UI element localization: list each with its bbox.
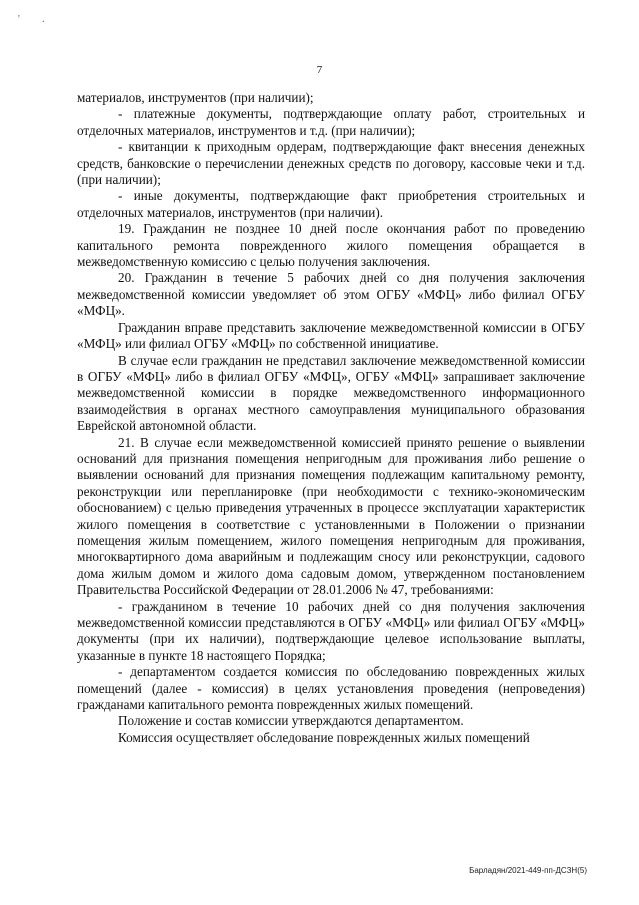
paragraph: Комиссия осуществляет обследование поврежденных жилых помещений	[118, 729, 530, 745]
paragraph: - квитанции к приходным ордерам, подтверждающие факт внесения денежных средств, банковские о перечислении денежных средств по договору, кассовые чеки и т.д. (при наличии);	[77, 139, 585, 188]
paragraph: В случае если гражданин не представил заключение межведомственной комиссии в ОГБУ «МФЦ» либо в филиал ОГБУ «МФЦ», ОГБУ «МФЦ» запрашивает заключение межведомственной комиссии в порядке межведомственного информационного взаимодействия в органах местного самоуправления муниципального образования Еврейской автономной области.	[77, 352, 585, 434]
paragraph: 21. В случае если межведомственной комиссией принято решение о выявлении оснований для признания помещения непригодным для проживания либо решение о выявлении оснований для признания помещения подлежащим капитальному ремонту, реконструкции или перепланировке (при необходимости с технико-экономическим обоснованием) с целью приведения утраченных в процессе эксплуатации характеристик жилого помещения в соответствие с установленными в Положении о признании помещения жилым помещением, жилого помещения непригодным для проживания, многоквартирного дома аварийным и подлежащим сносу или реконструкции, садового дома жилым домом и жилого дома садовым домом, утвержденном постановлением Правительства Российской Федерации от 28.01.2006 № 47, требованиями:	[77, 434, 585, 598]
paragraph: Гражданин вправе представить заключение межведомственной комиссии в ОГБУ «МФЦ» или филиал ОГБУ «МФЦ» по собственной инициативе.	[77, 319, 585, 352]
corner-mark-left: '	[18, 14, 20, 25]
paragraph: - иные документы, подтверждающие факт приобретения строительных и отделочных материалов, инструментов (при наличии).	[77, 188, 585, 220]
document-body	[77, 90, 585, 746]
paragraph: - гражданином в течение 10 рабочих дней со дня получения заключения межведомственной комиссии представляются в ОГБУ «МФЦ» или филиал ОГБУ «МФЦ» документы (при их наличии), подтверждающие целевое использование выплаты, указанные в пункте 18 настоящего Порядка;	[77, 598, 585, 663]
paragraph: - платежные документы, подтверждающие оплату работ, строительных и отделочных материалов, инструментов и т.д. (при наличии);	[77, 106, 585, 138]
paragraph: - департаментом создается комиссия по обследованию поврежденных жилых помещений (далее - комиссия) в целях установления проведения (непроведения) гражданами капитального ремонта поврежденных жилых помещений.	[77, 664, 585, 713]
paragraph: 20. Гражданин в течение 5 рабочих дней со дня получения заключения межведомственной комиссии уведомляет об этом ОГБУ «МФЦ» либо филиал ОГБУ «МФЦ».	[77, 270, 585, 319]
page-number: 7	[316, 64, 323, 76]
paragraph: Положение и состав комиссии утверждаются департаментом.	[118, 713, 464, 729]
document-reference: Барладян/2021-449-пп-ДСЗН(5)	[469, 866, 587, 875]
corner-mark-right: .	[42, 14, 45, 25]
paragraph: 19. Гражданин не позднее 10 дней после окончания работ по проведению капитального ремонта поврежденного жилого помещения обращается в межведомственную комиссию с целью получения заключения.	[77, 221, 585, 270]
paragraph: материалов, инструментов (при наличии);	[77, 90, 314, 105]
